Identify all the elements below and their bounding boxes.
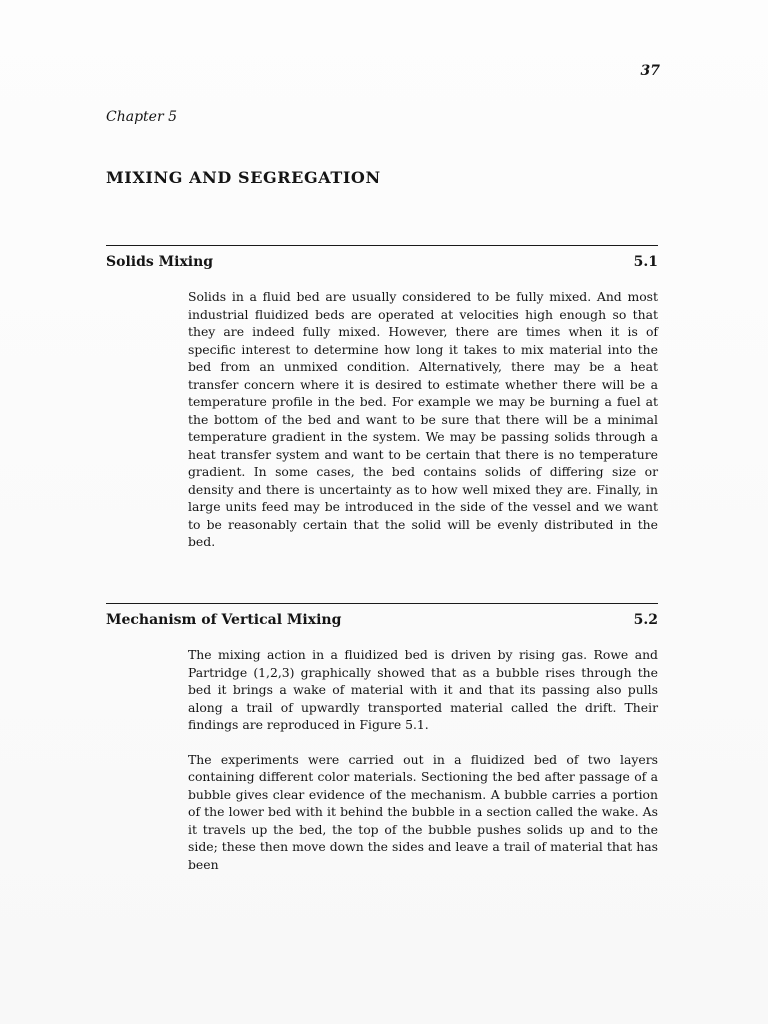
section-solids-mixing bbox=[106, 245, 658, 551]
section-divider bbox=[106, 245, 658, 246]
section-title: Mechanism of Vertical Mixing bbox=[106, 612, 342, 628]
section-divider bbox=[106, 603, 658, 604]
body-paragraph: The experiments were carried out in a fluidized bed of two layers containing different color materials. Sectioning the bed after passage of a bubble gives clear evidence of the mechanism. A bubble carries a portion of the lower bed with it behind the bubble in a section called the wake. As it travels up the bed, the top of the bubble pushes solids up and to the side; these then move down the sides and leave a trail of material that has been bbox=[188, 751, 658, 872]
chapter-label: Chapter 5 bbox=[106, 109, 177, 125]
page-number: 37 bbox=[640, 63, 660, 79]
section-number: 5.1 bbox=[633, 254, 658, 270]
chapter-title: MIXING AND SEGREGATION bbox=[106, 168, 381, 187]
body-paragraph: Solids in a fluid bed are usually considered to be fully mixed. And most industrial fluidized beds are operated at velocities high enough so that they are indeed fully mixed. However, there are times when it is of specific interest to determine how long it takes to mix material into the bed from an unmixed condition. Alternatively, there may be a heat transfer concern where it is desired to estimate whether there will be a temperature profile in the bed. For example we may be burning a fuel at the bottom of the bed and want to be sure that there will be a minimal temperature gradient in the system. We may be passing solids through a heat transfer system and want to be certain that there is no temperature gradient. In some cases, the bed contains solids of differing size or density and there is uncertainty as to how well mixed they are. Finally, in large units feed may be introduced in the side of the vessel and we want to be reasonably certain that the solid will be evenly distributed in the bed. bbox=[188, 289, 658, 549]
section-title: Solids Mixing bbox=[106, 254, 214, 270]
section-body bbox=[188, 288, 658, 551]
body-paragraph: The mixing action in a fluidized bed is driven by rising gas. Rowe and Partridge (1,2,3) graphically showed that as a bubble rises through the bed it brings a wake of material with it and that its passing also pulls along a trail of upwardly transported material called the drift. Their findings are reproduced in Figure 5.1. bbox=[188, 647, 658, 732]
section-heading bbox=[106, 612, 658, 628]
section-mechanism-of-vertical-mixing bbox=[106, 603, 658, 873]
section-body bbox=[188, 646, 658, 873]
section-heading bbox=[106, 254, 658, 270]
section-number: 5.2 bbox=[633, 612, 658, 628]
